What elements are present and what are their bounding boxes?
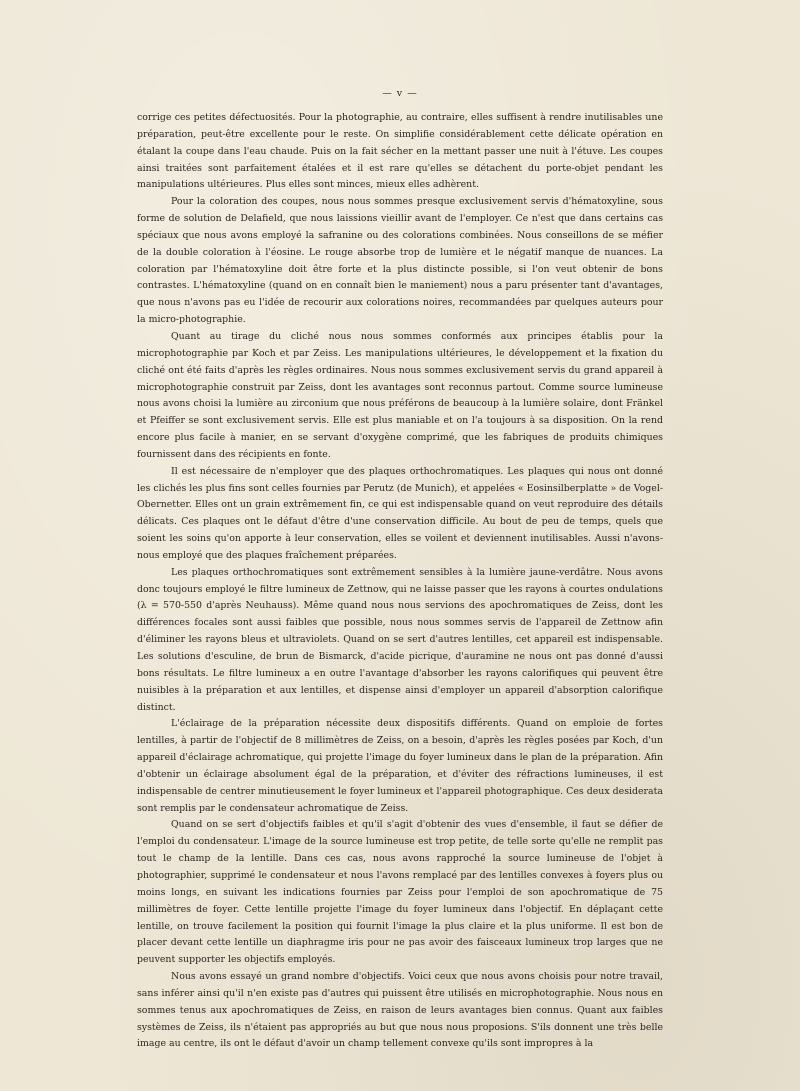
page-number: — v —: [382, 88, 418, 99]
paragraph-8: Nous avons essayé un grand nombre d'objectifs. Voici ceux que nous avons choisis pour notre travail, sans inférer ainsi qu'il n'en existe pas d'autres qui puissent être utilisés en microphotographie. Nous nous en sommes tenus aux apochromatiques de Zeiss, en raison de leurs avantages bien connus. Quant aux faibles systèmes de Zeiss, ils n'étaient pas appropriés au but que nous nous proposions. S'ils donnent une très belle image au centre, ils ont le défaut d'avoir un champ tellement convexe qu'ils sont impropres à la: [137, 971, 663, 1050]
paragraph-4: Il est nécessaire de n'employer que des plaques orthochromatiques. Les plaques qui nous ont donné les clichés les plus fins sont celles fournies par Perutz (de Munich), et appelées « Eosinsilberplatte » de Vogel-Obernetter. Elles ont un grain extrêmement fin, ce qui est indispensable quand on veut reproduire des détails délicats. Ces plaques ont le défaut d'être d'une conservation difficile. Au bout de peu de temps, quels que soient les soins qu'on apporte à leur conservation, elles se voilent et deviennent inutilisables. Aussi n'avons-nous employé que des plaques fraîchement préparées.: [137, 465, 663, 561]
paragraph-3: Quant au tirage du cliché nous nous sommes conformés aux principes établis pour la microphotographie par Koch et par Zeiss. Les manipulations ultérieures, le développement et la fixation du cliché ont été faits d'après les règles ordinaires. Nous nous sommes exclusivement servis du grand appareil à microphotographie construit par Zeiss, dont les avantages sont reconnus partout. Comme source lumineuse nous avons choisi la lumière au zirconium que nous préférons de beaucoup à la lumière solaire, dont Fränkel et Pfeiffer se sont exclusivement servis. Elle est plus maniable et on l'a toujours à sa disposition. On la rend encore plus facile à manier, en se servant d'oxygène comprimé, que les fabriques de produits chimiques fournissent dans des récipients en fonte.: [137, 330, 663, 460]
paragraph-1: corrige ces petites défectuosités. Pour la photographie, au contraire, elles suffisent à rendre inutilisables une préparation, peut-être excellente pour le reste. On simplifie considérablement cette délicate opération en étalant la coupe dans l'eau chaude. Puis on la fait sécher en la mettant passer une nuit à l'étuve. Les coupes ainsi traitées sont parfaitement étalées et il est rare qu'elles se détachent du porte-objet pendant les manipulations ultérieures. Plus elles sont minces, mieux elles adhèrent.: [137, 112, 663, 191]
paragraph-2: Pour la coloration des coupes, nous nous sommes presque exclusivement servis d'hématoxyline, sous forme de solution de Delafield, que nous laissions vieillir avant de l'employer. Ce n'est que dans certains cas spéciaux que nous avons employé la safranine ou des colorations combinées. Nous conseillons de se méfier de la double coloration à l'éosine. Le rouge absorbe trop de lumière et le négatif manque de nuances. La coloration par l'hématoxyline doit être forte et la plus distincte possible, si l'on veut obtenir de bons contrastes. L'hématoxyline (quand on en connaît bien le maniement) nous a paru présenter tant d'avantages, que nous n'avons pas eu l'idée de recourir aux colorations noires, recommandées par quelques auteurs pour la micro-photographie.: [137, 196, 663, 326]
body-text: [137, 110, 663, 1053]
paragraph-6: L'éclairage de la préparation nécessite deux dispositifs différents. Quand on emploie de fortes lentilles, à partir de l'objectif de 8 millimètres de Zeiss, on a besoin, d'après les règles posées par Koch, d'un appareil d'éclairage achromatique, qui projette l'image du foyer lumineux dans le plan de la préparation. Afin d'obtenir un éclairage absolument égal de la préparation, et d'éviter des réfractions lumineuses, il est indispensable de centrer minutieusement le foyer lumineux et l'appareil photographique. Ces deux desiderata sont remplis par le condensateur achromatique de Zeiss.: [137, 718, 663, 814]
paragraph-7: Quand on se sert d'objectifs faibles et qu'il s'agit d'obtenir des vues d'ensemble, il faut se défier de l'emploi du condensateur. L'image de la source lumineuse est trop petite, de telle sorte qu'elle ne remplit pas tout le champ de la lentille. Dans ces cas, nous avons rapproché la source lumineuse de l'objet à photographier, supprimé le condensateur et nous l'avons remplacé par des lentilles convexes à foyers plus ou moins longs, en suivant les indications fournies par Zeiss pour l'emploi de son apochromatique de 75 millimètres de foyer. Cette lentille projette l'image du foyer lumineux dans l'objectif. En déplaçant cette lentille, on trouve facilement la position qui fournit l'image la plus claire et la plus uniforme. Il est bon de placer devant cette lentille un diaphragme iris pour ne pas avoir des faisceaux lumineux trop larges que ne peuvent supporter les objectifs employés.: [137, 819, 663, 966]
paragraph-5: Les plaques orthochromatiques sont extrêmement sensibles à la lumière jaune-verdâtre. Nous avons donc toujours employé le filtre lumineux de Zettnow, qui ne laisse passer que les rayons à courtes ondulations (λ = 570-550 d'après Neuhauss). Même quand nous nous servions des apochromatiques de Zeiss, dont les différences focales sont aussi faibles que possible, nous nous sommes servis de l'appareil de Zettnow afin d'éliminer les rayons bleus et ultraviolets. Quand on se sert d'autres lentilles, cet appareil est indispensable. Les solutions d'esculine, de brun de Bismarck, d'acide picrique, d'auramine ne nous ont pas donné d'aussi bons résultats. Le filtre lumineux a en outre l'avantage d'absorber les rayons calorifiques qui peuvent être nuisibles à la préparation et aux lentilles, et dispense ainsi d'employer un appareil d'absorption calorifique distinct.: [137, 566, 663, 713]
